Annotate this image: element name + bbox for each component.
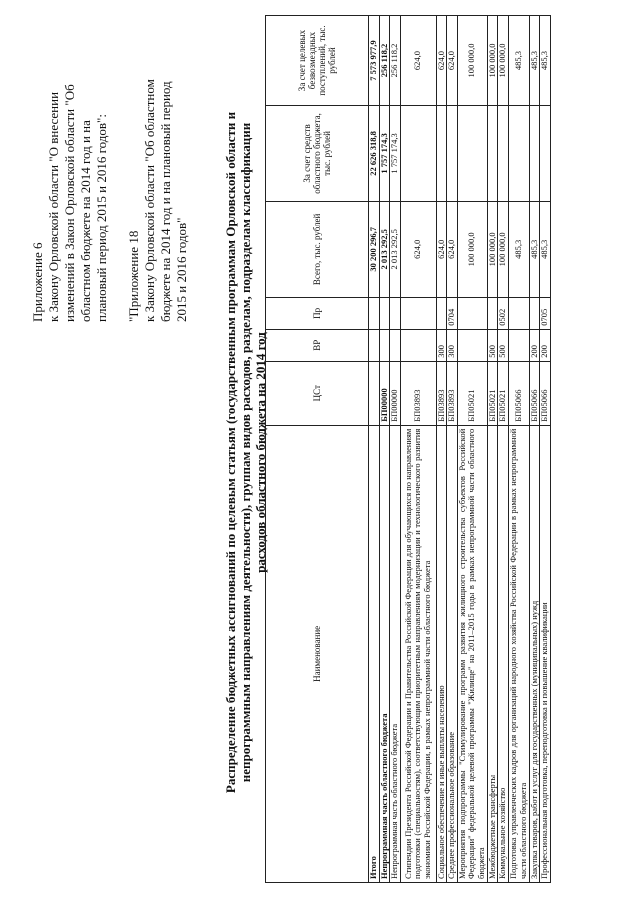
table-row [508,16,529,883]
row-regional: 1 757 174,3 [379,106,390,202]
row-total: 2 013 292,5 [379,201,390,297]
table-row [540,16,551,883]
row-pr: 0502 [498,297,509,329]
row-targeted: 485,3 [540,16,551,106]
row-pr [400,297,436,329]
row-pr [487,297,498,329]
row-total: 30 200 296,7 [369,201,380,297]
header-targeted: За счет целевых безвозмездных поступлений, тыс. рублей [266,16,369,106]
header-cst: ЦСт [266,361,369,425]
row-vr: 200 [529,329,540,361]
row-targeted: 100 000,0 [498,16,509,106]
row-cst: БП03893 [447,361,458,425]
row-name: Непрограммная часть областного бюджета [390,425,401,882]
row-pr [529,297,540,329]
header-name: Наименование [266,425,369,882]
row-pr [390,297,401,329]
row-total: 2 013 292,5 [390,201,401,297]
row-cst: БП00000 [379,361,390,425]
row-cst: БП05066 [540,361,551,425]
row-pr [457,297,487,329]
table-row [487,16,498,883]
appendix18-header [126,79,190,322]
table-row [457,16,487,883]
row-cst: БП03893 [436,361,447,425]
row-name: Социальное обеспечение и иные выплаты населению [436,425,447,882]
table-row [447,16,458,883]
budget-allocation-table [265,15,551,883]
table-row [369,16,380,883]
header-total: Всего, тыс. рублей [266,201,369,297]
row-targeted: 7 573 977,9 [369,16,380,106]
row-regional [540,106,551,202]
row-total: 485,3 [540,201,551,297]
row-vr: 300 [447,329,458,361]
row-name: Итого [369,425,380,882]
row-targeted: 624,0 [436,16,447,106]
table-row [498,16,509,883]
row-pr [436,297,447,329]
row-cst: БП05021 [487,361,498,425]
row-total: 624,0 [436,201,447,297]
row-cst: БП00000 [390,361,401,425]
row-vr: 500 [498,329,509,361]
row-name: Подготовка управленческих кадров для организаций народного хозяйства Российской Федерации в рамках непрограммной части областного бюджета [508,425,529,882]
appendix-line: 2015 и 2016 годов" [174,217,189,322]
row-cst: БП05066 [508,361,529,425]
header-pr: Пр [266,297,369,329]
row-total: 100 000,0 [457,201,487,297]
row-vr [379,329,390,361]
row-vr [457,329,487,361]
row-regional [447,106,458,202]
document-title [223,30,268,875]
row-regional [529,106,540,202]
row-regional: 1 757 174,3 [390,106,401,202]
title-line: расходов областного бюджета на 2014 год [253,332,268,573]
appendix-line: к Закону Орловской области "Об областном [142,79,157,322]
row-targeted: 100 000,0 [457,16,487,106]
row-total: 624,0 [400,201,436,297]
row-pr [508,297,529,329]
row-regional [487,106,498,202]
row-total: 485,3 [529,201,540,297]
row-regional [457,106,487,202]
row-vr: 200 [540,329,551,361]
row-name: Коммунальное хозяйство [498,425,509,882]
row-targeted: 485,3 [529,16,540,106]
row-regional [498,106,509,202]
table-row [379,16,390,883]
appendix-line: бюджете на 2014 год и на плановый период [158,81,173,322]
table-row [529,16,540,883]
appendix-line: Приложение 6 [30,242,45,322]
row-cst: БП05066 [529,361,540,425]
table-row [436,16,447,883]
row-vr [508,329,529,361]
row-regional [436,106,447,202]
row-name: Среднее профессиональное образование [447,425,458,882]
appendix-line: изменений в Закон Орловской области "Об [62,84,77,322]
row-vr [400,329,436,361]
row-total: 100 000,0 [498,201,509,297]
header-vr: ВР [266,329,369,361]
appendix-line: плановый период 2015 и 2016 годов": [94,114,109,322]
row-cst: БП05021 [498,361,509,425]
row-name: Закупка товаров, работ и услуг для государственных (муниципальных) нужд [529,425,540,882]
appendix-header [30,84,110,322]
row-total: 624,0 [447,201,458,297]
row-targeted: 256 118,2 [390,16,401,106]
row-name: Мероприятия подпрограммы "Стимулирование программ развития жилищного строительства субъектов Российской Федерации" федеральной целевой программы "Жилище" на 2011–2015 годы в рамках непрограммной части областного бюджета [457,425,487,882]
row-targeted: 100 000,0 [487,16,498,106]
row-vr [390,329,401,361]
row-regional [400,106,436,202]
row-cst: БП03893 [400,361,436,425]
title-line: непрограммным направлениям деятельности), группам видов расходов, разделам, подразделам классификации [238,122,253,783]
table-row [390,16,401,883]
header-regional: За счет средств областного бюджета, тыс. рублей [266,106,369,202]
row-targeted: 624,0 [400,16,436,106]
row-targeted: 624,0 [447,16,458,106]
row-pr: 0705 [540,297,551,329]
appendix-line: областном бюджете на 2014 год и на [78,120,93,322]
row-pr [369,297,380,329]
row-regional [508,106,529,202]
row-vr: 500 [487,329,498,361]
title-line: Распределение бюджетных ассигнований по целевым статьям (государственным программам Орловской области и [223,111,238,794]
row-vr [369,329,380,361]
row-name: Стипендии Президента Российской Федерации и Правительства Российской Федерации для обучающихся по направлениям подготовки (специальностям), соответствующим приоритетным направлениям модернизации и технологического развития экономики Российской Федерации, в рамках непрограммной части областного бюджета [400,425,436,882]
row-targeted: 485,3 [508,16,529,106]
row-pr: 0704 [447,297,458,329]
row-regional: 22 626 318,8 [369,106,380,202]
row-targeted: 256 118,2 [379,16,390,106]
appendix-line: "Приложение 18 [126,230,141,322]
row-name: Профессиональная подготовка, переподготовка и повышение квалификации [540,425,551,882]
row-name: Межбюджетные трансферты [487,425,498,882]
row-name: Непрограммная часть областного бюджета [379,425,390,882]
table-row [400,16,436,883]
row-total: 100 000,0 [487,201,498,297]
row-cst [369,361,380,425]
row-cst: БП05021 [457,361,487,425]
row-pr [379,297,390,329]
row-total: 485,3 [508,201,529,297]
row-vr: 300 [436,329,447,361]
appendix-line: к Закону Орловской области "О внесении [46,91,61,322]
